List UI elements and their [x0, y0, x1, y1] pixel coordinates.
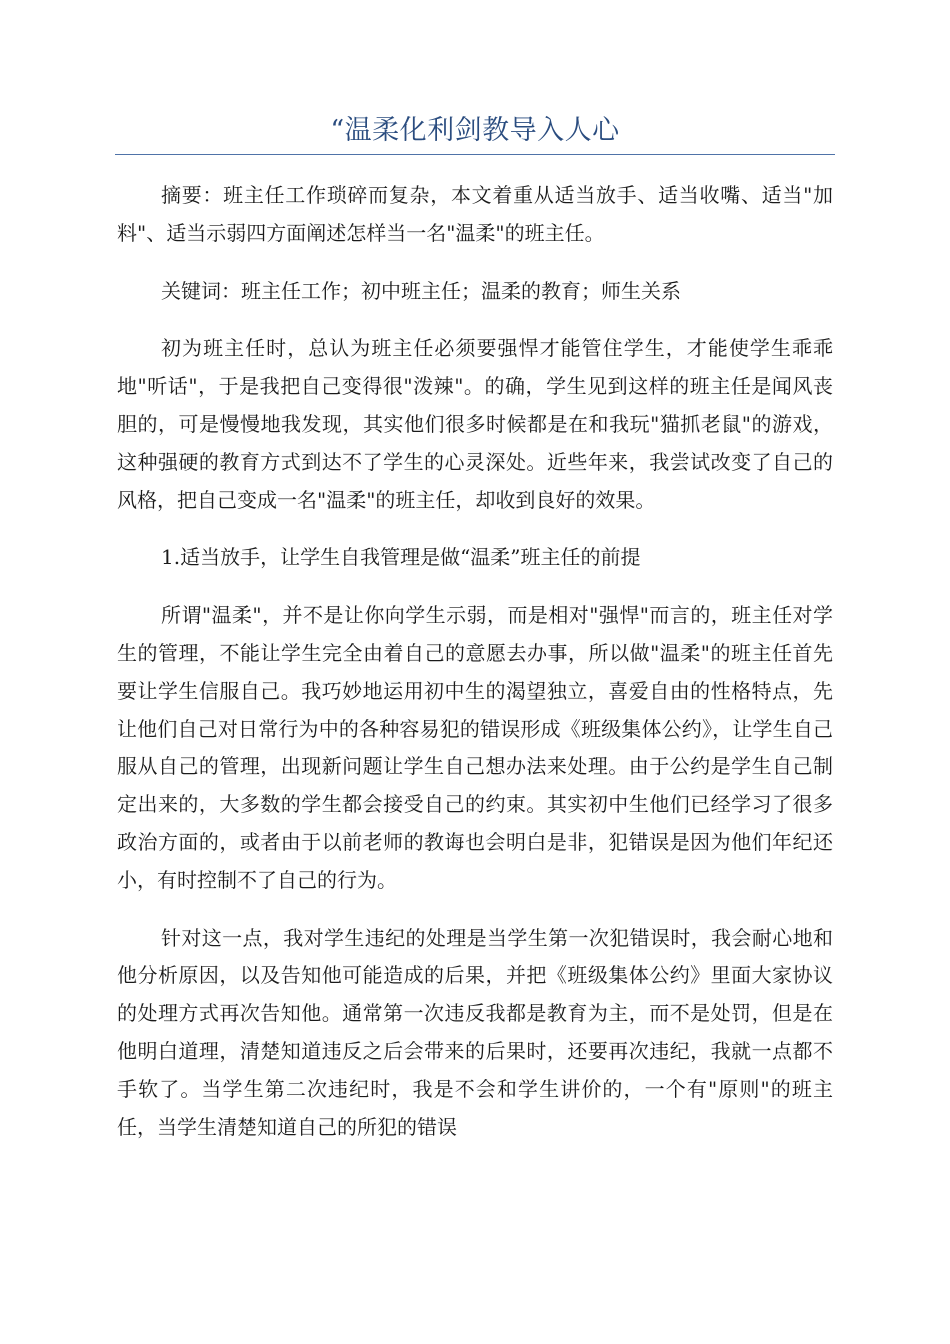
section-heading-1: 1.适当放手，让学生自我管理是做“温柔”班主任的前提: [161, 545, 641, 570]
abstract-paragraph: 摘要：班主任工作琐碎而复杂，本文着重从适当放手、适当收嘴、适当"加料"、适当示弱四方面阐述怎样当一名"温柔"的班主任。: [117, 183, 833, 245]
body-paragraph: 针对这一点，我对学生违纪的处理是当学生第一次犯错误时，我会耐心地和他分析原因，以及告知他可能造成的后果，并把《班级集体公约》里面大家协议的处理方式再次告知他。通常第一次违反我都是教育为主，而不是处罚，但是在他明白道理，清楚知道违反之后会带来的后果时，还要再次违纪，我就一点都不手软了。当学生第二次违纪时，我是不会和学生讲价的，一个有"原则"的班主任，当学生清楚知道自己的所犯的错误: [117, 925, 833, 1139]
document-title: “温柔化利剑教导入人心: [330, 115, 620, 146]
document-body: [117, 177, 833, 1166]
title-underline: [115, 154, 835, 155]
intro-paragraph: 初为班主任时，总认为班主任必须要强悍才能管住学生，才能使学生乖乖地"听话"，于是我把自己变得很"泼辣"。的确，学生见到这样的班主任是闻风丧胆的，可是慢慢地我发现，其实他们很多时候都是在和我玩"猫抓老鼠"的游戏，这种强硬的教育方式到达不了学生的心灵深处。近些年来，我尝试改变了自己的风格，把自己变成一名"温柔"的班主任，却收到良好的效果。: [117, 336, 833, 512]
keywords-paragraph: 关键词：班主任工作；初中班主任；温柔的教育；师生关系: [161, 278, 681, 303]
body-paragraph: 所谓"温柔"，并不是让你向学生示弱，而是相对"强悍"而言的，班主任对学生的管理，不能让学生完全由着自己的意愿去办事，所以做"温柔"的班主任首先要让学生信服自己。我巧妙地运用初中生的渴望独立，喜爱自由的性格特点，先让他们自己对日常行为中的各种容易犯的错误形成《班级集体公约》，让学生自己服从自己的管理，出现新问题让学生自己想办法来处理。由于公约是学生自己制定出来的，大多数的学生都会接受自己的约束。其实初中生他们已经学习了很多政治方面的，或者由于以前老师的教诲也会明白是非，犯错误是因为他们年纪还小，有时控制不了自己的行为。: [117, 603, 833, 892]
